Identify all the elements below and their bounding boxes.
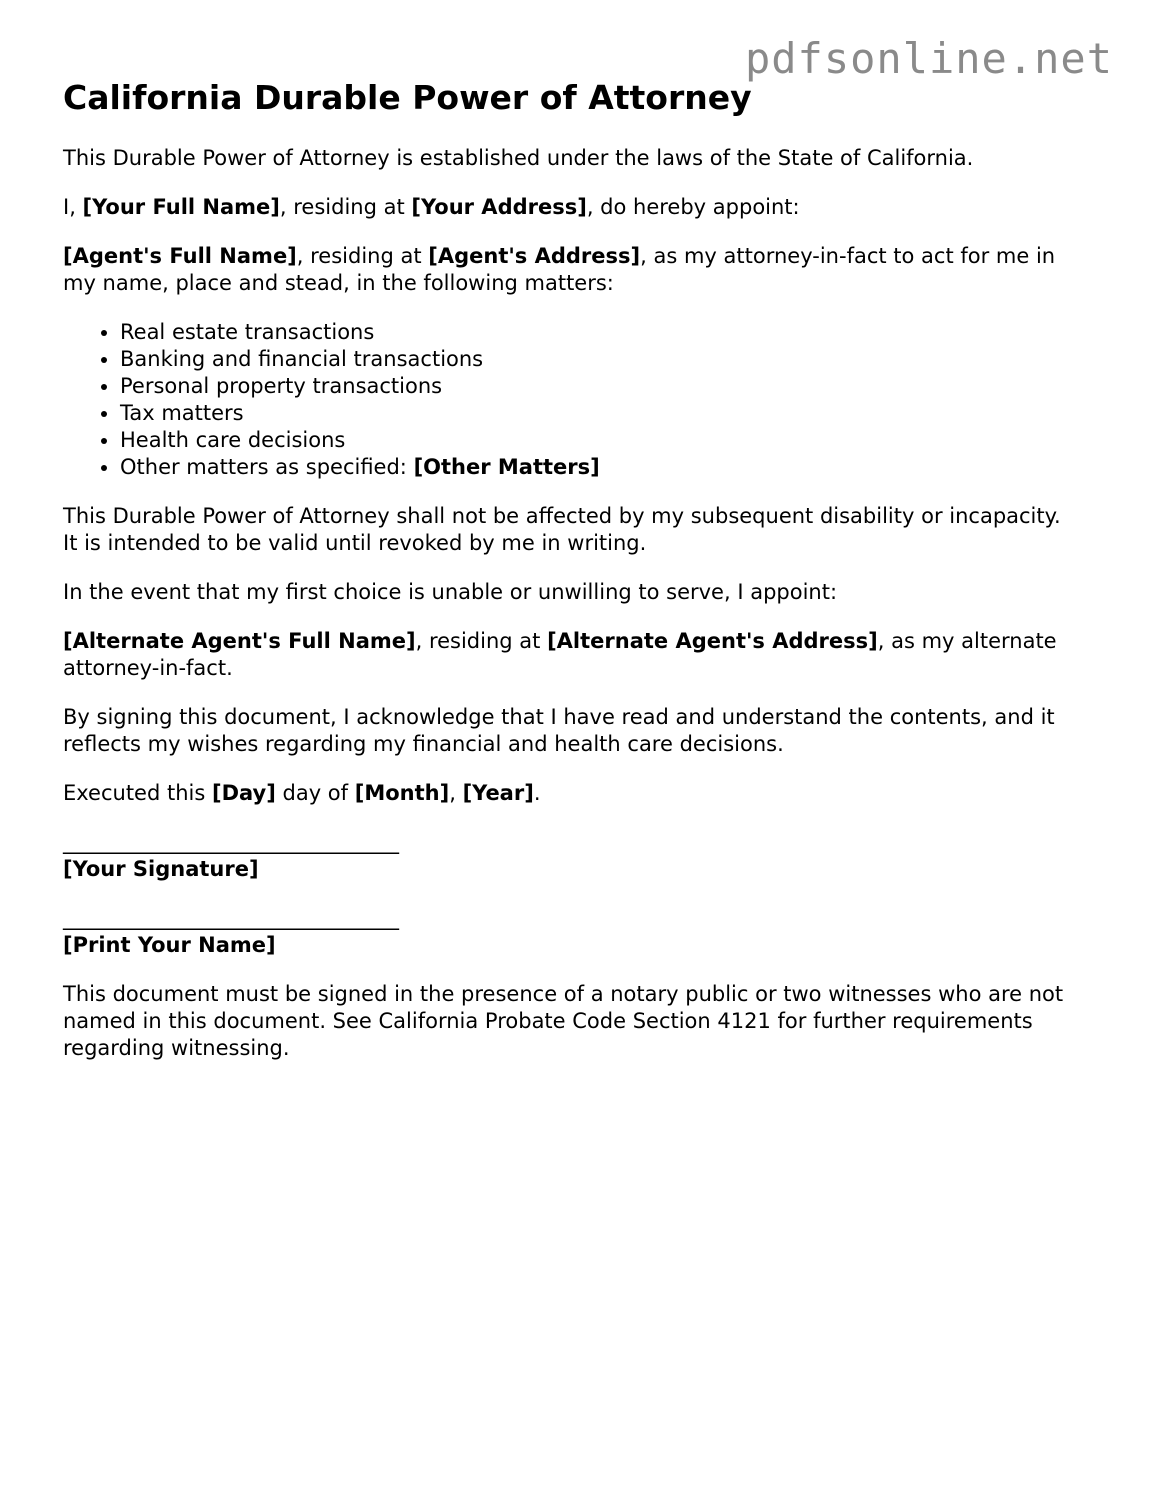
intro-paragraph: This Durable Power of Attorney is established under the laws of the State of California. [63,145,974,170]
year-placeholder: [Year] [462,780,534,805]
list-item: • Real estate transactions [120,319,1073,346]
month-placeholder: [Month] [354,780,450,805]
your-name-placeholder: [Your Full Name] [82,194,280,219]
print-name-line[interactable]: ________________________________ [63,905,399,930]
agent-address-placeholder: [Agent's Address] [428,243,641,268]
print-name-block [63,905,1073,959]
watermark: pdfsonline.net [744,34,1113,83]
agent-paragraph: [Agent's Full Name], residing at [Agent's Address], as my attorney-in-fact to act for me in my name, place and stead, in the following matters: [63,243,1056,295]
powers-list [63,319,1073,481]
alternate-paragraph: [Alternate Agent's Full Name], residing at [Alternate Agent's Address], as my alternate attorney-in-fact. [63,628,1057,680]
acknowledgment-paragraph: By signing this document, I acknowledge that I have read and understand the contents, and it reflects my wishes regarding my financial and health care decisions. [63,704,1055,756]
document [63,78,1073,1084]
list-item: • Tax matters [120,400,1073,427]
agent-name-placeholder: [Agent's Full Name] [63,243,297,268]
your-address-placeholder: [Your Address] [411,194,587,219]
signature-block [63,829,1073,883]
signature-label: [Your Signature] [63,856,259,881]
list-item: • Banking and financial transactions [120,346,1073,373]
list-item: • Personal property transactions [120,373,1073,400]
alternate-address-placeholder: [Alternate Agent's Address] [547,628,878,653]
alternate-intro-paragraph: In the event that my first choice is unable or unwilling to serve, I appoint: [63,579,838,604]
appointment-paragraph: I, [Your Full Name], residing at [Your Address], do hereby appoint: [63,194,800,219]
signature-line[interactable]: ________________________________ [63,829,399,854]
durability-paragraph: This Durable Power of Attorney shall not be affected by my subsequent disability or incapacity. It is intended to be valid until revoked by me in writing. [63,503,1061,555]
document-title: California Durable Power of Attorney [63,78,752,117]
list-item: • Health care decisions [120,427,1073,454]
print-name-label: [Print Your Name] [63,932,276,957]
day-placeholder: [Day] [211,780,276,805]
other-matters-placeholder: [Other Matters] [413,454,600,479]
list-item-other: • Other matters as specified: [Other Matters] [120,454,1073,481]
notice-paragraph: This document must be signed in the presence of a notary public or two witnesses who are not named in this document. See California Probate Code Section 4121 for further requirements regarding witnessing. [63,981,1064,1060]
execution-paragraph: Executed this [Day] day of [Month], [Year]. [63,780,541,805]
alternate-name-placeholder: [Alternate Agent's Full Name] [63,628,416,653]
